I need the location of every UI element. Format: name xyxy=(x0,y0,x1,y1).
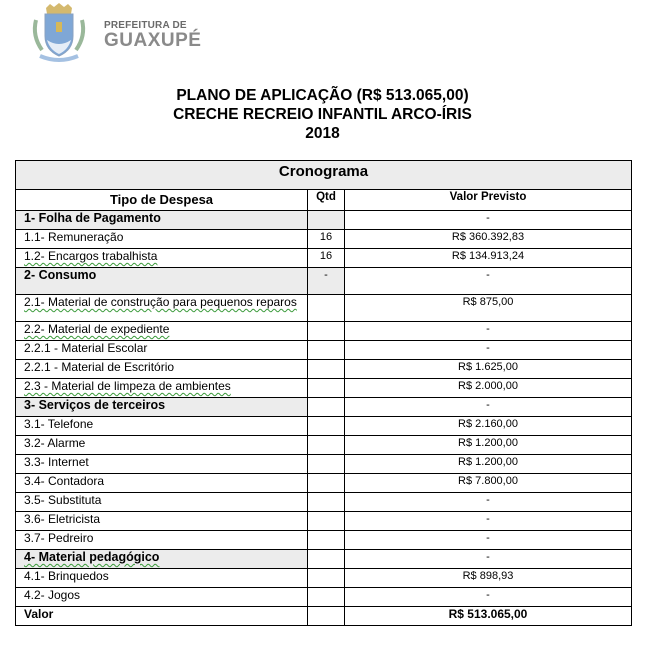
planned-value: - xyxy=(345,493,632,512)
table-row xyxy=(16,249,632,268)
section-row xyxy=(16,398,632,417)
expense-type-text: 1- Folha de Pagamento xyxy=(24,211,161,225)
table-row xyxy=(16,569,632,588)
expense-type-text: 3.4- Contadora xyxy=(24,474,105,488)
title-line-3: 2018 xyxy=(305,125,340,142)
table-row xyxy=(16,493,632,512)
quantity xyxy=(308,379,345,398)
expense-type-text: 2.2- Material de expediente xyxy=(24,322,170,336)
title-line-1: PLANO DE APLICAÇÃO (R$ 513.065,00) xyxy=(176,87,469,104)
quantity xyxy=(308,455,345,474)
quantity: 16 xyxy=(308,230,345,249)
expense-type xyxy=(16,569,308,588)
table-row xyxy=(16,436,632,455)
quantity: 16 xyxy=(308,249,345,268)
planned-value: R$ 2.000,00 xyxy=(345,379,632,398)
expense-type-text: 3.6- Eletricista xyxy=(24,512,101,526)
expense-type xyxy=(16,455,308,474)
quantity xyxy=(308,569,345,588)
quantity xyxy=(308,588,345,607)
planned-value: - xyxy=(345,531,632,550)
planned-value: - xyxy=(345,512,632,531)
expense-type-text: 3- Serviços de terceiros xyxy=(24,398,166,412)
expense-type xyxy=(16,436,308,455)
planned-value: R$ 898,93 xyxy=(345,569,632,588)
expense-type-text: 1.1- Remuneração xyxy=(24,230,124,244)
planned-value: - xyxy=(345,550,632,569)
column-header-row xyxy=(16,190,632,211)
quantity xyxy=(308,360,345,379)
col-header-tipo: Tipo de Despesa xyxy=(16,190,308,211)
expense-type xyxy=(16,295,308,322)
logo-small-text: PREFEITURA DE xyxy=(104,20,187,31)
expense-type-text: 3.1- Telefone xyxy=(24,417,94,431)
expense-type xyxy=(16,550,308,569)
quantity xyxy=(308,211,345,230)
col-header-valor: Valor Previsto xyxy=(345,190,632,211)
expense-type-text: 2.1- Material de construção para pequenos reparos xyxy=(24,295,297,309)
expense-type-text: 4.2- Jogos xyxy=(24,588,81,602)
quantity xyxy=(308,436,345,455)
prefeitura-logo xyxy=(28,2,202,62)
expense-type-text: 1.2- Encargos trabalhista xyxy=(24,249,158,263)
section-row xyxy=(16,550,632,569)
table-row xyxy=(16,417,632,436)
expense-type xyxy=(16,531,308,550)
expense-type xyxy=(16,493,308,512)
quantity xyxy=(308,474,345,493)
expense-type-text: 2.2.1 - Material Escolar xyxy=(24,341,148,355)
expense-type xyxy=(16,341,308,360)
document-title xyxy=(0,86,645,143)
planned-value: - xyxy=(345,322,632,341)
table-row xyxy=(16,512,632,531)
table-row xyxy=(16,455,632,474)
planned-value: R$ 2.160,00 xyxy=(345,417,632,436)
table-row xyxy=(16,341,632,360)
table-caption: Cronograma xyxy=(16,161,632,190)
planned-value: R$ 1.625,00 xyxy=(345,360,632,379)
expense-type-text: 2.3 - Material de limpeza de ambientes xyxy=(24,379,231,393)
planned-value: R$ 1.200,00 xyxy=(345,436,632,455)
planned-value: R$ 360.392,83 xyxy=(345,230,632,249)
total-qtd xyxy=(308,607,345,626)
quantity xyxy=(308,417,345,436)
quantity xyxy=(308,295,345,322)
expense-type-text: 4- Material pedagógico xyxy=(24,550,160,564)
table-row xyxy=(16,474,632,493)
expense-type xyxy=(16,360,308,379)
quantity xyxy=(308,512,345,531)
planned-value: R$ 134.913,24 xyxy=(345,249,632,268)
table-row xyxy=(16,230,632,249)
expense-type-text: 3.5- Substituta xyxy=(24,493,102,507)
planned-value: R$ 1.200,00 xyxy=(345,455,632,474)
expense-type xyxy=(16,588,308,607)
total-row xyxy=(16,607,632,626)
expense-type-text: 2.2.1 - Material de Escritório xyxy=(24,360,175,374)
quantity xyxy=(308,493,345,512)
table-row xyxy=(16,360,632,379)
quantity xyxy=(308,531,345,550)
col-header-qtd: Qtd xyxy=(308,190,345,211)
expense-type xyxy=(16,249,308,268)
expense-type-text: 4.1- Brinquedos xyxy=(24,569,109,583)
logo-city-name: GUAXUPÉ xyxy=(104,30,202,51)
table-row xyxy=(16,295,632,322)
expense-type xyxy=(16,268,308,295)
quantity xyxy=(308,398,345,417)
expense-type xyxy=(16,211,308,230)
table-row xyxy=(16,588,632,607)
quantity xyxy=(308,550,345,569)
expense-type-text: 3.3- Internet xyxy=(24,455,89,469)
planned-value: R$ 7.800,00 xyxy=(345,474,632,493)
expense-type xyxy=(16,512,308,531)
quantity: - xyxy=(308,268,345,295)
planned-value: - xyxy=(345,588,632,607)
expense-type xyxy=(16,230,308,249)
coat-of-arms-icon xyxy=(28,2,90,64)
section-row xyxy=(16,268,632,295)
expense-type xyxy=(16,379,308,398)
total-value: R$ 513.065,00 xyxy=(345,607,632,626)
expense-type xyxy=(16,474,308,493)
expense-type-text: 2- Consumo xyxy=(24,268,97,282)
cronograma-table xyxy=(15,160,632,626)
planned-value: R$ 875,00 xyxy=(345,295,632,322)
table-row xyxy=(16,379,632,398)
expense-type-text: 3.7- Pedreiro xyxy=(24,531,94,545)
expense-type xyxy=(16,398,308,417)
expense-type-text: 3.2- Alarme xyxy=(24,436,86,450)
planned-value: - xyxy=(345,398,632,417)
planned-value: - xyxy=(345,268,632,295)
expense-type xyxy=(16,322,308,341)
quantity xyxy=(308,341,345,360)
caption-row xyxy=(16,161,632,190)
planned-value: - xyxy=(345,211,632,230)
table-row xyxy=(16,531,632,550)
quantity xyxy=(308,322,345,341)
total-label: Valor xyxy=(16,607,308,626)
table-row xyxy=(16,322,632,341)
title-line-2: CRECHE RECREIO INFANTIL ARCO-ÍRIS xyxy=(173,106,472,123)
section-row xyxy=(16,211,632,230)
planned-value: - xyxy=(345,341,632,360)
expense-type xyxy=(16,417,308,436)
